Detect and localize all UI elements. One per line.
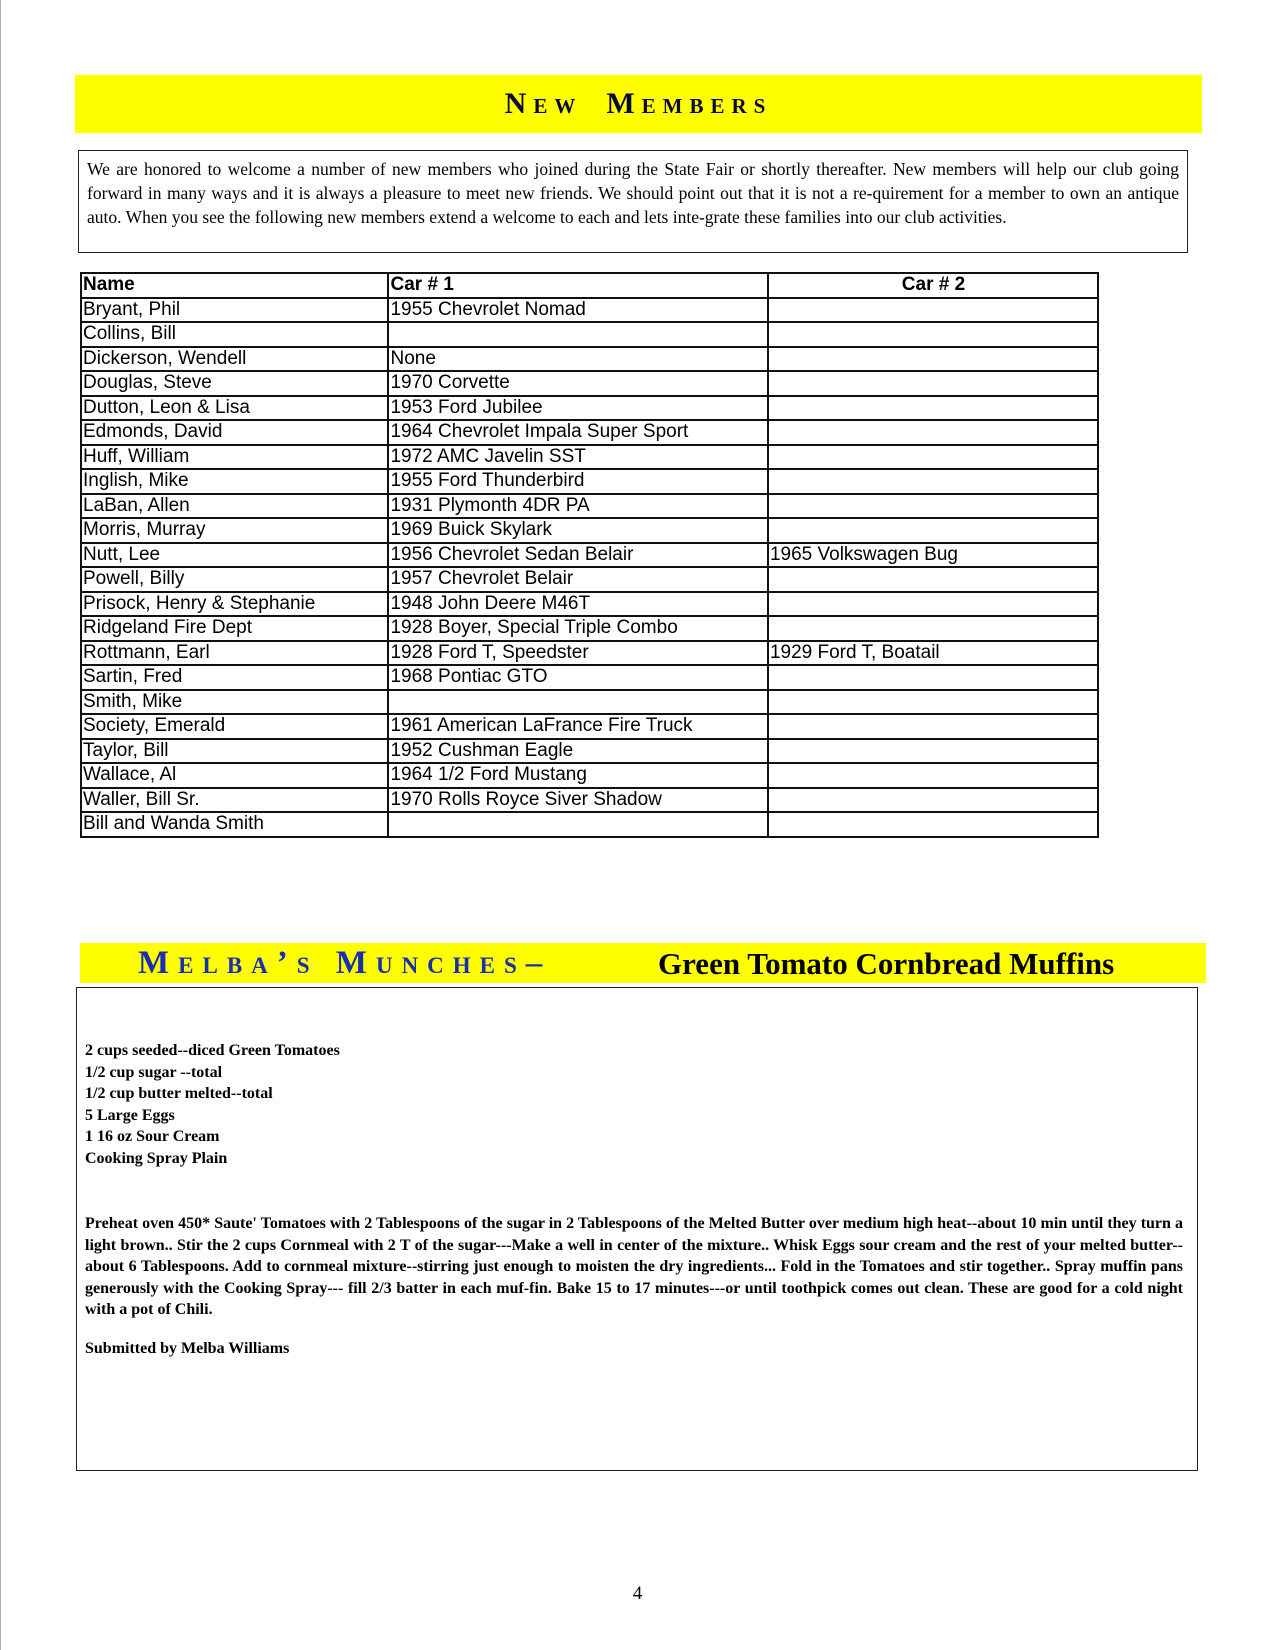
page-edge <box>0 0 1 1650</box>
table-row <box>81 543 1098 568</box>
cell-car-2 <box>768 714 1098 739</box>
cell-name: Wallace, Al <box>81 763 388 788</box>
table-row <box>81 347 1098 372</box>
cell-name: Dickerson, Wendell <box>81 347 388 372</box>
table-body <box>81 298 1098 837</box>
cell-car-2 <box>768 347 1098 372</box>
cell-car-1: 1969 Buick Skylark <box>388 518 767 543</box>
table-row <box>81 371 1098 396</box>
cell-car-1: 1931 Plymonth 4DR PA <box>388 494 767 519</box>
cell-car-2 <box>768 518 1098 543</box>
table-row <box>81 739 1098 764</box>
cell-name: Smith, Mike <box>81 690 388 715</box>
table-row <box>81 420 1098 445</box>
cell-car-2 <box>768 445 1098 470</box>
cell-car-1: 1956 Chevrolet Sedan Belair <box>388 543 767 568</box>
recipe-title: Green Tomato Cornbread Muffins <box>658 946 1115 981</box>
cell-car-2: 1965 Volkswagen Bug <box>768 543 1098 568</box>
cell-name: Collins, Bill <box>81 322 388 347</box>
table-row <box>81 616 1098 641</box>
cell-name: Huff, William <box>81 445 388 470</box>
cell-car-1 <box>388 690 767 715</box>
table-row <box>81 322 1098 347</box>
table-row <box>81 445 1098 470</box>
cell-car-1: 1955 Chevrolet Nomad <box>388 298 767 323</box>
table-header-row <box>81 273 1098 298</box>
cell-car-1: 1928 Ford T, Speedster <box>388 641 767 666</box>
cell-name: Douglas, Steve <box>81 371 388 396</box>
cell-car-1: 1970 Rolls Royce Siver Shadow <box>388 788 767 813</box>
ingredient-item: Cooking Spray Plain <box>85 1149 228 1167</box>
table-row <box>81 763 1098 788</box>
cell-name: Taylor, Bill <box>81 739 388 764</box>
cell-car-1: 1948 John Deere M46T <box>388 592 767 617</box>
cell-car-1: 1968 Pontiac GTO <box>388 665 767 690</box>
cell-car-1: 1970 Corvette <box>388 371 767 396</box>
cell-car-2 <box>768 665 1098 690</box>
table-row <box>81 788 1098 813</box>
table-row <box>81 714 1098 739</box>
cell-car-1: 1964 Chevrolet Impala Super Sport <box>388 420 767 445</box>
header-car-2: Car # 2 <box>768 273 1098 298</box>
cell-car-2 <box>768 567 1098 592</box>
cell-car-2 <box>768 592 1098 617</box>
cell-car-1: 1972 AMC Javelin SST <box>388 445 767 470</box>
cell-name: Powell, Billy <box>81 567 388 592</box>
new-members-table <box>80 272 1099 838</box>
table-row <box>81 298 1098 323</box>
cell-car-2 <box>768 739 1098 764</box>
cell-car-1: 1952 Cushman Eagle <box>388 739 767 764</box>
table-row <box>81 396 1098 421</box>
table-row <box>81 494 1098 519</box>
cell-name: Sartin, Fred <box>81 665 388 690</box>
cell-car-2 <box>768 298 1098 323</box>
table-row <box>81 690 1098 715</box>
header-name: Name <box>81 273 388 298</box>
table-row <box>81 592 1098 617</box>
new-members-title: New Members <box>504 87 773 120</box>
cell-name: Nutt, Lee <box>81 543 388 568</box>
recipe-banner <box>80 943 1206 983</box>
cell-name: Prisock, Henry & Stephanie <box>81 592 388 617</box>
cell-name: Dutton, Leon & Lisa <box>81 396 388 421</box>
ingredient-list <box>85 1040 340 1169</box>
cell-car-2 <box>768 469 1098 494</box>
cell-car-2 <box>768 690 1098 715</box>
cell-car-2 <box>768 322 1098 347</box>
new-members-banner <box>75 75 1202 133</box>
new-members-intro: We are honored to welcome a number of new members who joined during the State Fair or shortly thereafter. New members will help our club going forward in many ways and it is always a pleasure to meet new friends. We should point out that it is not a re-quirement for a member to own an antique auto. When you see the following new members extend a welcome to each and lets inte-grate these families into our club activities. <box>78 150 1188 253</box>
header-car-1: Car # 1 <box>388 273 767 298</box>
cell-name: Bill and Wanda Smith <box>81 812 388 837</box>
ingredient-item: 2 cups seeded--diced Green Tomatoes <box>85 1042 340 1059</box>
cell-name: Inglish, Mike <box>81 469 388 494</box>
cell-car-1 <box>388 812 767 837</box>
cell-car-2 <box>768 396 1098 421</box>
ingredient-item: 1/2 cup sugar --total <box>85 1063 223 1081</box>
cell-name: Rottmann, Earl <box>81 641 388 666</box>
cell-car-1: 1961 American LaFrance Fire Truck <box>388 714 767 739</box>
cell-car-2 <box>768 494 1098 519</box>
cell-car-2: 1929 Ford T, Boatail <box>768 641 1098 666</box>
cell-name: Bryant, Phil <box>81 298 388 323</box>
cell-car-1: 1928 Boyer, Special Triple Combo <box>388 616 767 641</box>
cell-name: Society, Emerald <box>81 714 388 739</box>
ingredient-item: 5 Large Eggs <box>85 1106 175 1124</box>
table-row <box>81 518 1098 543</box>
cell-car-1: 1957 Chevrolet Belair <box>388 567 767 592</box>
recipe-series-title: Melba’s Munches– <box>138 945 552 981</box>
recipe-instructions: Preheat oven 450* Saute' Tomatoes with 2 Tablespoons of the sugar in 2 Tablespoons of the Melted Butter over medium high heat--about 10 min until they turn a light brown.. Stir the 2 cups Cornmeal with 2 T of the sugar---Make a well in center of the mixture.. Whisk Eggs sour cream and the rest of your melted butter--about 6 Tablespoons. Add to cornmeal mixture--stirring just enough to moisten the dry ingredients... Fold in the Tomatoes and stir together.. Spray muffin pans generously with the Cooking Spray--- fill 2/3 batter in each muf-fin. Bake 15 to 17 minutes---or until toothpick comes out clean. These are good for a cold night with a pot of Chili. <box>85 1215 1183 1318</box>
table-row <box>81 469 1098 494</box>
cell-name: Waller, Bill Sr. <box>81 788 388 813</box>
cell-car-2 <box>768 420 1098 445</box>
cell-name: Edmonds, David <box>81 420 388 445</box>
page-number: 4 <box>632 1583 643 1604</box>
cell-car-1 <box>388 322 767 347</box>
table-row <box>81 641 1098 666</box>
cell-car-1: None <box>388 347 767 372</box>
recipe-submitted-by: Submitted by Melba Williams <box>85 1340 290 1357</box>
cell-name: Morris, Murray <box>81 518 388 543</box>
table-row <box>81 665 1098 690</box>
ingredient-item: 1/2 cup butter melted--total <box>85 1085 273 1102</box>
cell-car-2 <box>768 788 1098 813</box>
recipe-box <box>76 987 1198 1471</box>
table-row <box>81 567 1098 592</box>
cell-car-2 <box>768 616 1098 641</box>
ingredient-item: 1 16 oz Sour Cream <box>85 1128 220 1145</box>
cell-car-1: 1953 Ford Jubilee <box>388 396 767 421</box>
cell-car-2 <box>768 763 1098 788</box>
cell-car-2 <box>768 371 1098 396</box>
cell-name: LaBan, Allen <box>81 494 388 519</box>
cell-car-2 <box>768 812 1098 837</box>
cell-car-1: 1955 Ford Thunderbird <box>388 469 767 494</box>
cell-car-1: 1964 1/2 Ford Mustang <box>388 763 767 788</box>
cell-name: Ridgeland Fire Dept <box>81 616 388 641</box>
table-row <box>81 812 1098 837</box>
